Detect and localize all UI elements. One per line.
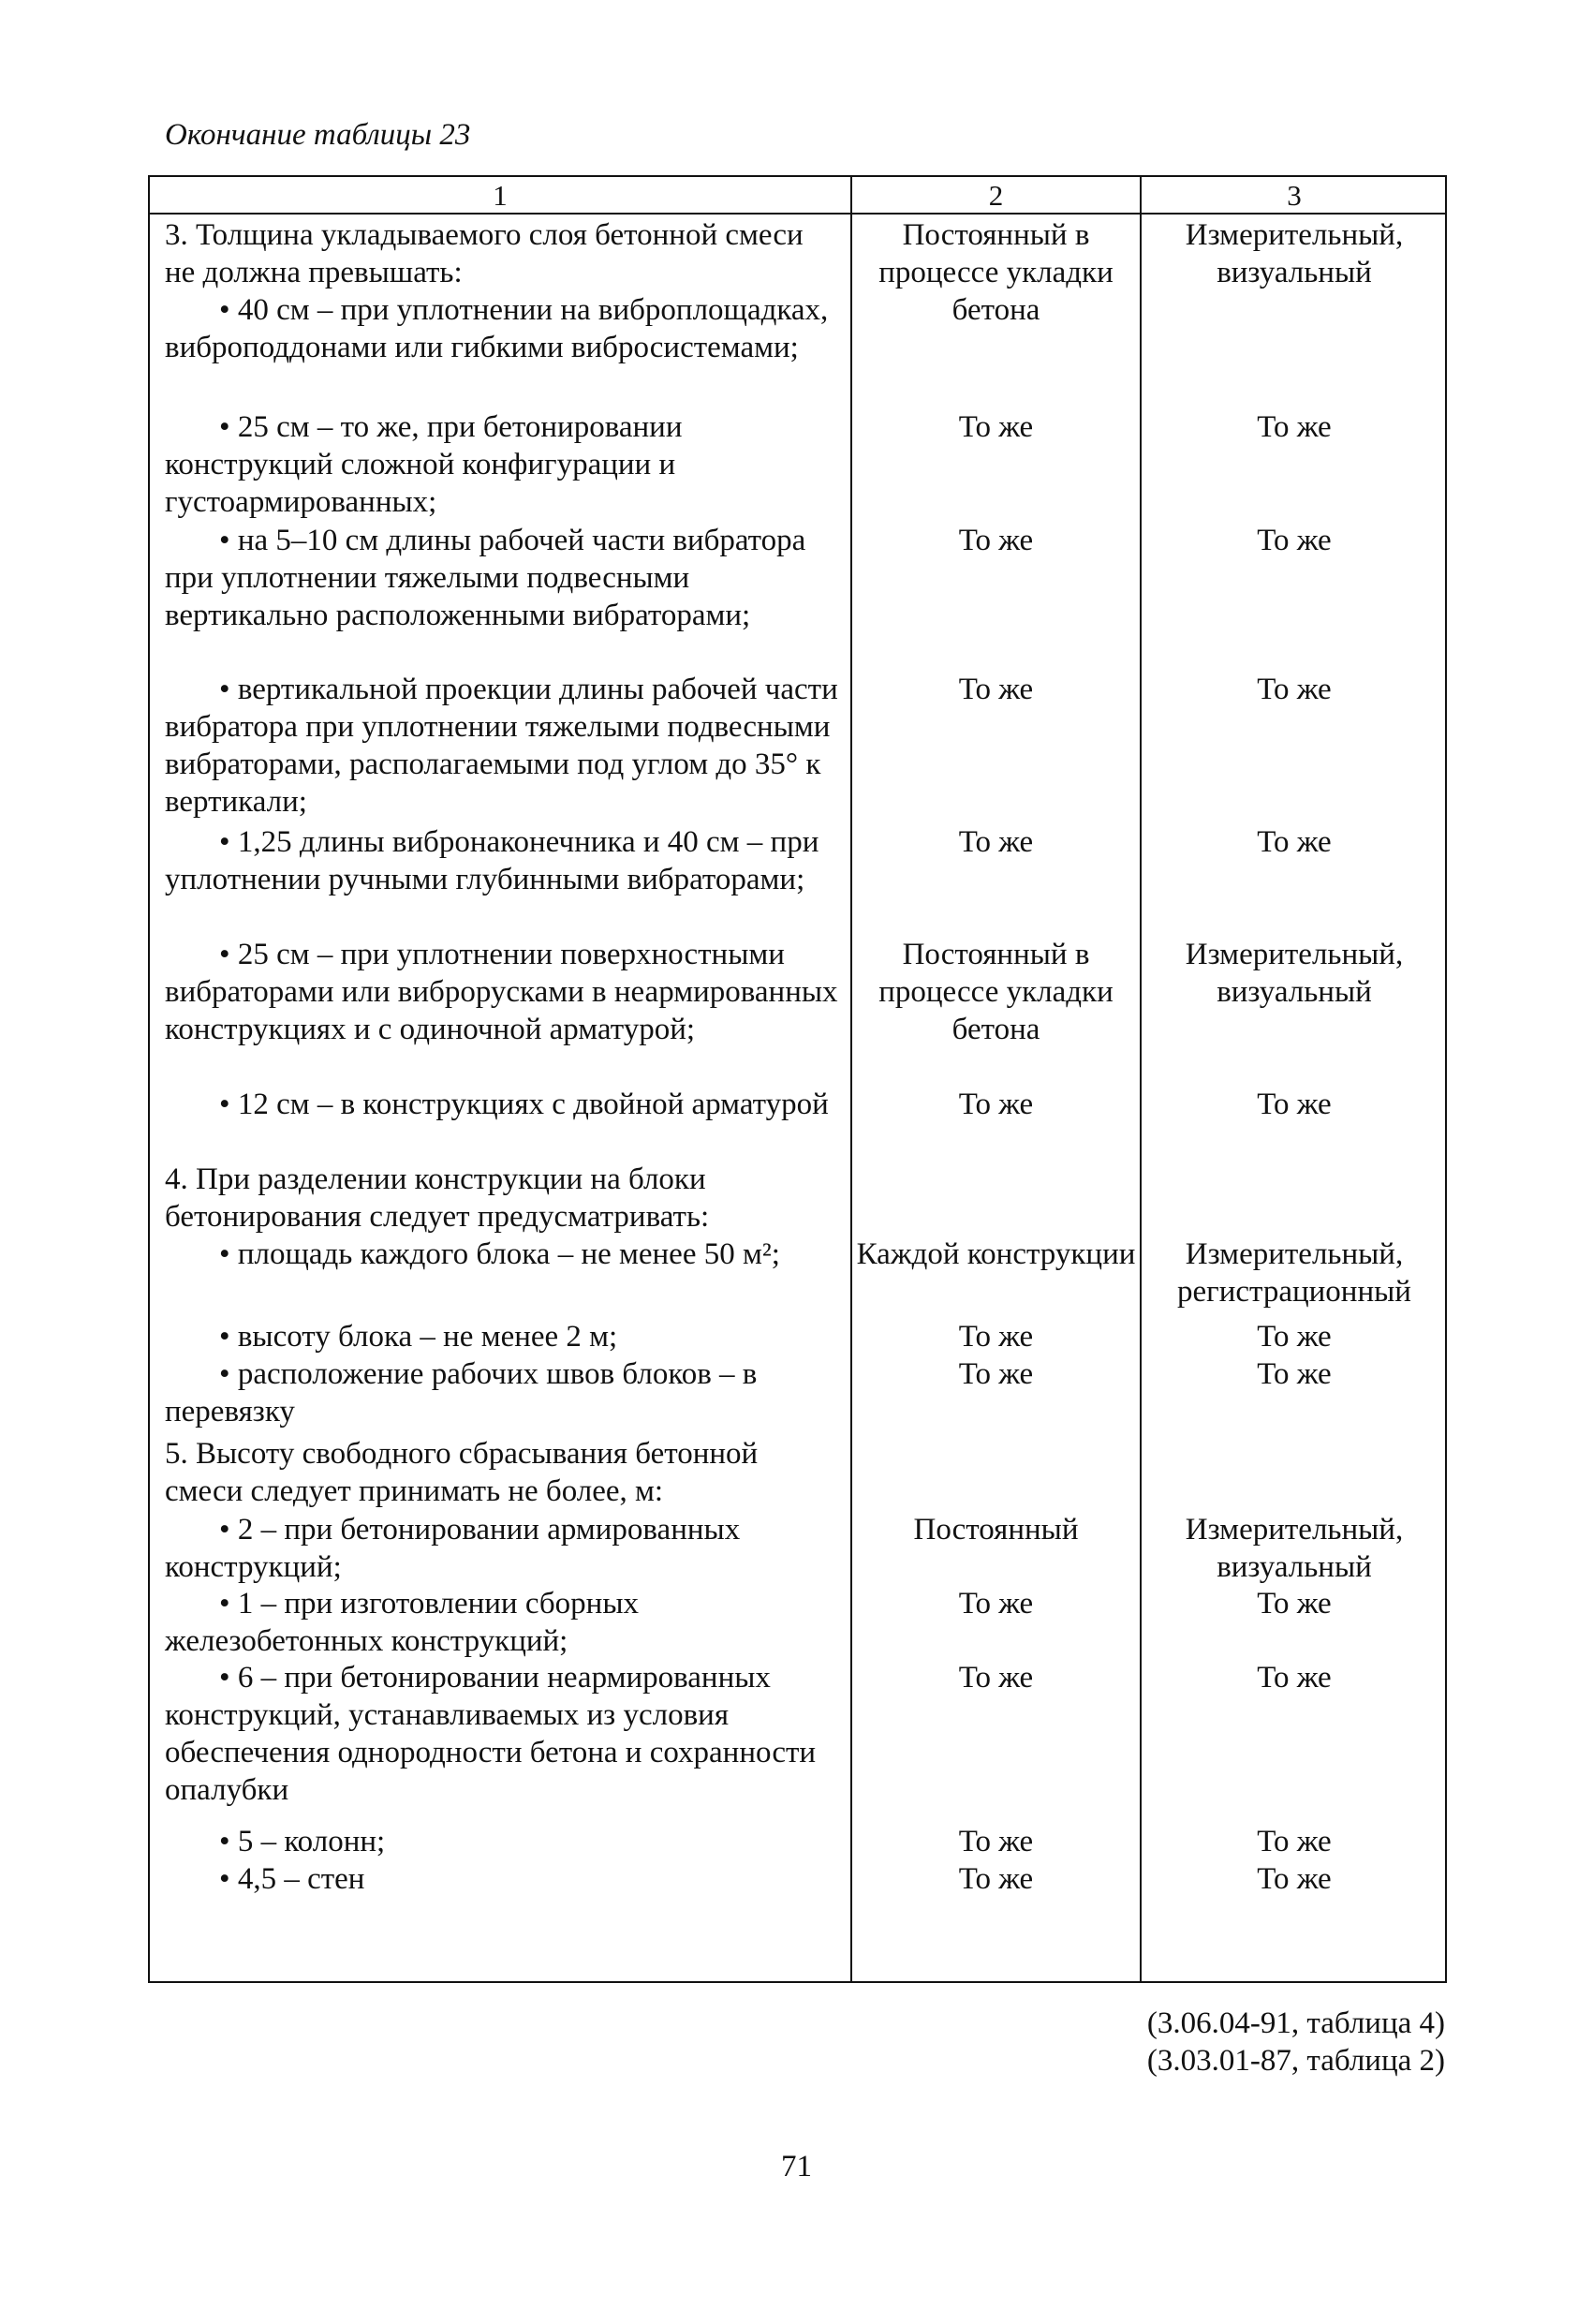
control-method-cell: То же — [1257, 1357, 1332, 1391]
requirement-text — [165, 1435, 839, 1510]
control-method-cell: То же — [1257, 673, 1332, 706]
control-scope-cell: Постоянный — [913, 1513, 1079, 1547]
requirement-label: • 4,5 – стен — [165, 1860, 839, 1898]
header-divider — [150, 213, 1445, 215]
control-method-cell: То же — [1257, 524, 1332, 557]
control-scope-cell: То же — [958, 1825, 1034, 1858]
control-scope-cell: То же — [958, 673, 1034, 706]
bullet-item — [165, 1236, 839, 1273]
table-caption: Окончание таблицы 23 — [165, 118, 471, 152]
reference-line: (3.06.04-91, таблица 4) — [1146, 2006, 1445, 2040]
requirement-label: • 1,25 длины вибронаконечника и 40 см – при уплотнении ручными глубинными вибраторами; — [165, 823, 839, 898]
control-scope-cell: Каждой конструкции — [856, 1237, 1136, 1271]
control-scope-cell: То же — [958, 1357, 1034, 1391]
requirement-label: • 6 – при бетонировании неармированных конструкций, устанавливаемых из условия обеспечения однородности бетона и сохранности опалубки — [165, 1659, 839, 1809]
normative-references — [1147, 2005, 1445, 2080]
column-divider-1 — [850, 177, 852, 1981]
control-scope-cell: То же — [958, 825, 1034, 859]
requirement-label: 4. При разделении конструкции на блоки бетонирования следует предусматривать: — [165, 1162, 710, 1234]
requirement-label: • высоту блока – не менее 2 м; — [165, 1318, 839, 1355]
bullet-item — [165, 1823, 839, 1860]
requirement-label: 5. Высоту свободного сбрасывания бетонной смеси следует принимать не более, м: — [165, 1437, 759, 1508]
bullet-item — [165, 1086, 839, 1123]
control-scope-cell: То же — [958, 1320, 1034, 1354]
bullet-item — [165, 823, 839, 898]
requirement-label: • 5 – колонн; — [165, 1823, 839, 1860]
requirement-label: • 1 – при изготовлении сборных железобетонных конструкций; — [165, 1585, 839, 1660]
control-scope-cell: То же — [958, 524, 1034, 557]
requirement-label: • площадь каждого блока – не менее 50 м²; — [165, 1236, 839, 1273]
control-scope-cell: То же — [958, 1587, 1034, 1621]
bullet-item — [165, 1318, 839, 1355]
bullet-item — [165, 522, 839, 634]
control-scope-cell: То же — [958, 1661, 1034, 1695]
reference-line: (3.03.01-87, таблица 2) — [1146, 2044, 1445, 2078]
control-method-cell: То же — [1257, 1587, 1332, 1621]
requirement-text — [165, 1161, 839, 1236]
bullet-item — [165, 1860, 839, 1898]
control-method-cell: Измерительный, визуальный — [1185, 218, 1404, 289]
control-method-cell: То же — [1257, 825, 1332, 859]
control-method-cell: Измерительный, визуальный — [1185, 938, 1404, 1009]
requirements-table — [148, 175, 1447, 1983]
requirement-label: • на 5–10 см длины рабочей части вибратора при уплотнении тяжелыми подвесными вертикально расположенными вибраторами; — [165, 522, 839, 634]
control-method-cell: То же — [1257, 410, 1332, 444]
control-method-cell: Измерительный, регистрационный — [1177, 1237, 1411, 1309]
control-method-cell: То же — [1257, 1825, 1332, 1858]
bullet-item — [165, 936, 839, 1048]
bullet-item — [165, 408, 839, 521]
control-scope-cell: То же — [958, 1088, 1034, 1121]
requirement-text — [165, 216, 839, 291]
control-scope-cell: То же — [958, 1862, 1034, 1896]
column-header-3: 3 — [1287, 179, 1302, 212]
column-header-1: 1 — [493, 179, 508, 212]
bullet-item — [165, 671, 839, 821]
requirement-label: 3. Толщина укладываемого слоя бетонной смеси не должна превышать: — [165, 218, 804, 289]
requirement-label: • расположение рабочих швов блоков – в перевязку — [165, 1355, 839, 1430]
requirement-label: • 25 см – то же, при бетонировании конструкций сложной конфигурации и густоармированных; — [165, 408, 839, 521]
page-number: 71 — [781, 2150, 812, 2183]
bullet-item — [165, 1355, 839, 1430]
column-divider-2 — [1140, 177, 1142, 1981]
control-method-cell: То же — [1257, 1661, 1332, 1695]
bullet-item — [165, 1511, 839, 1586]
requirement-label: • вертикальной проекции длины рабочей части вибратора при уплотнении тяжелыми подвесными вибраторами, располагаемыми под углом до 35° к вертикали; — [165, 671, 839, 821]
control-method-cell: То же — [1257, 1320, 1332, 1354]
control-scope-cell: Постоянный в процессе укладки бетона — [878, 938, 1114, 1046]
control-scope-cell: То же — [958, 410, 1034, 444]
bullet-item — [165, 1585, 839, 1660]
column-header-2: 2 — [988, 179, 1004, 212]
bullet-item — [165, 1659, 839, 1809]
requirement-label: • 12 см – в конструкциях с двойной арматурой — [165, 1086, 839, 1123]
bullet-item — [165, 291, 839, 366]
control-method-cell: То же — [1257, 1088, 1332, 1121]
control-method-cell: Измерительный, визуальный — [1185, 1513, 1404, 1584]
requirement-label: • 40 см – при уплотнении на виброплощадках, виброподдонами или гибкими вибросистемами; — [165, 291, 839, 366]
requirement-label: • 25 см – при уплотнении поверхностными вибраторами или виброрусками в неармированных конструкциях и с одиночной арматурой; — [165, 936, 839, 1048]
control-method-cell: То же — [1257, 1862, 1332, 1896]
requirement-label: • 2 – при бетонировании армированных конструкций; — [165, 1511, 839, 1586]
control-scope-cell: Постоянный в процессе укладки бетона — [878, 218, 1114, 327]
